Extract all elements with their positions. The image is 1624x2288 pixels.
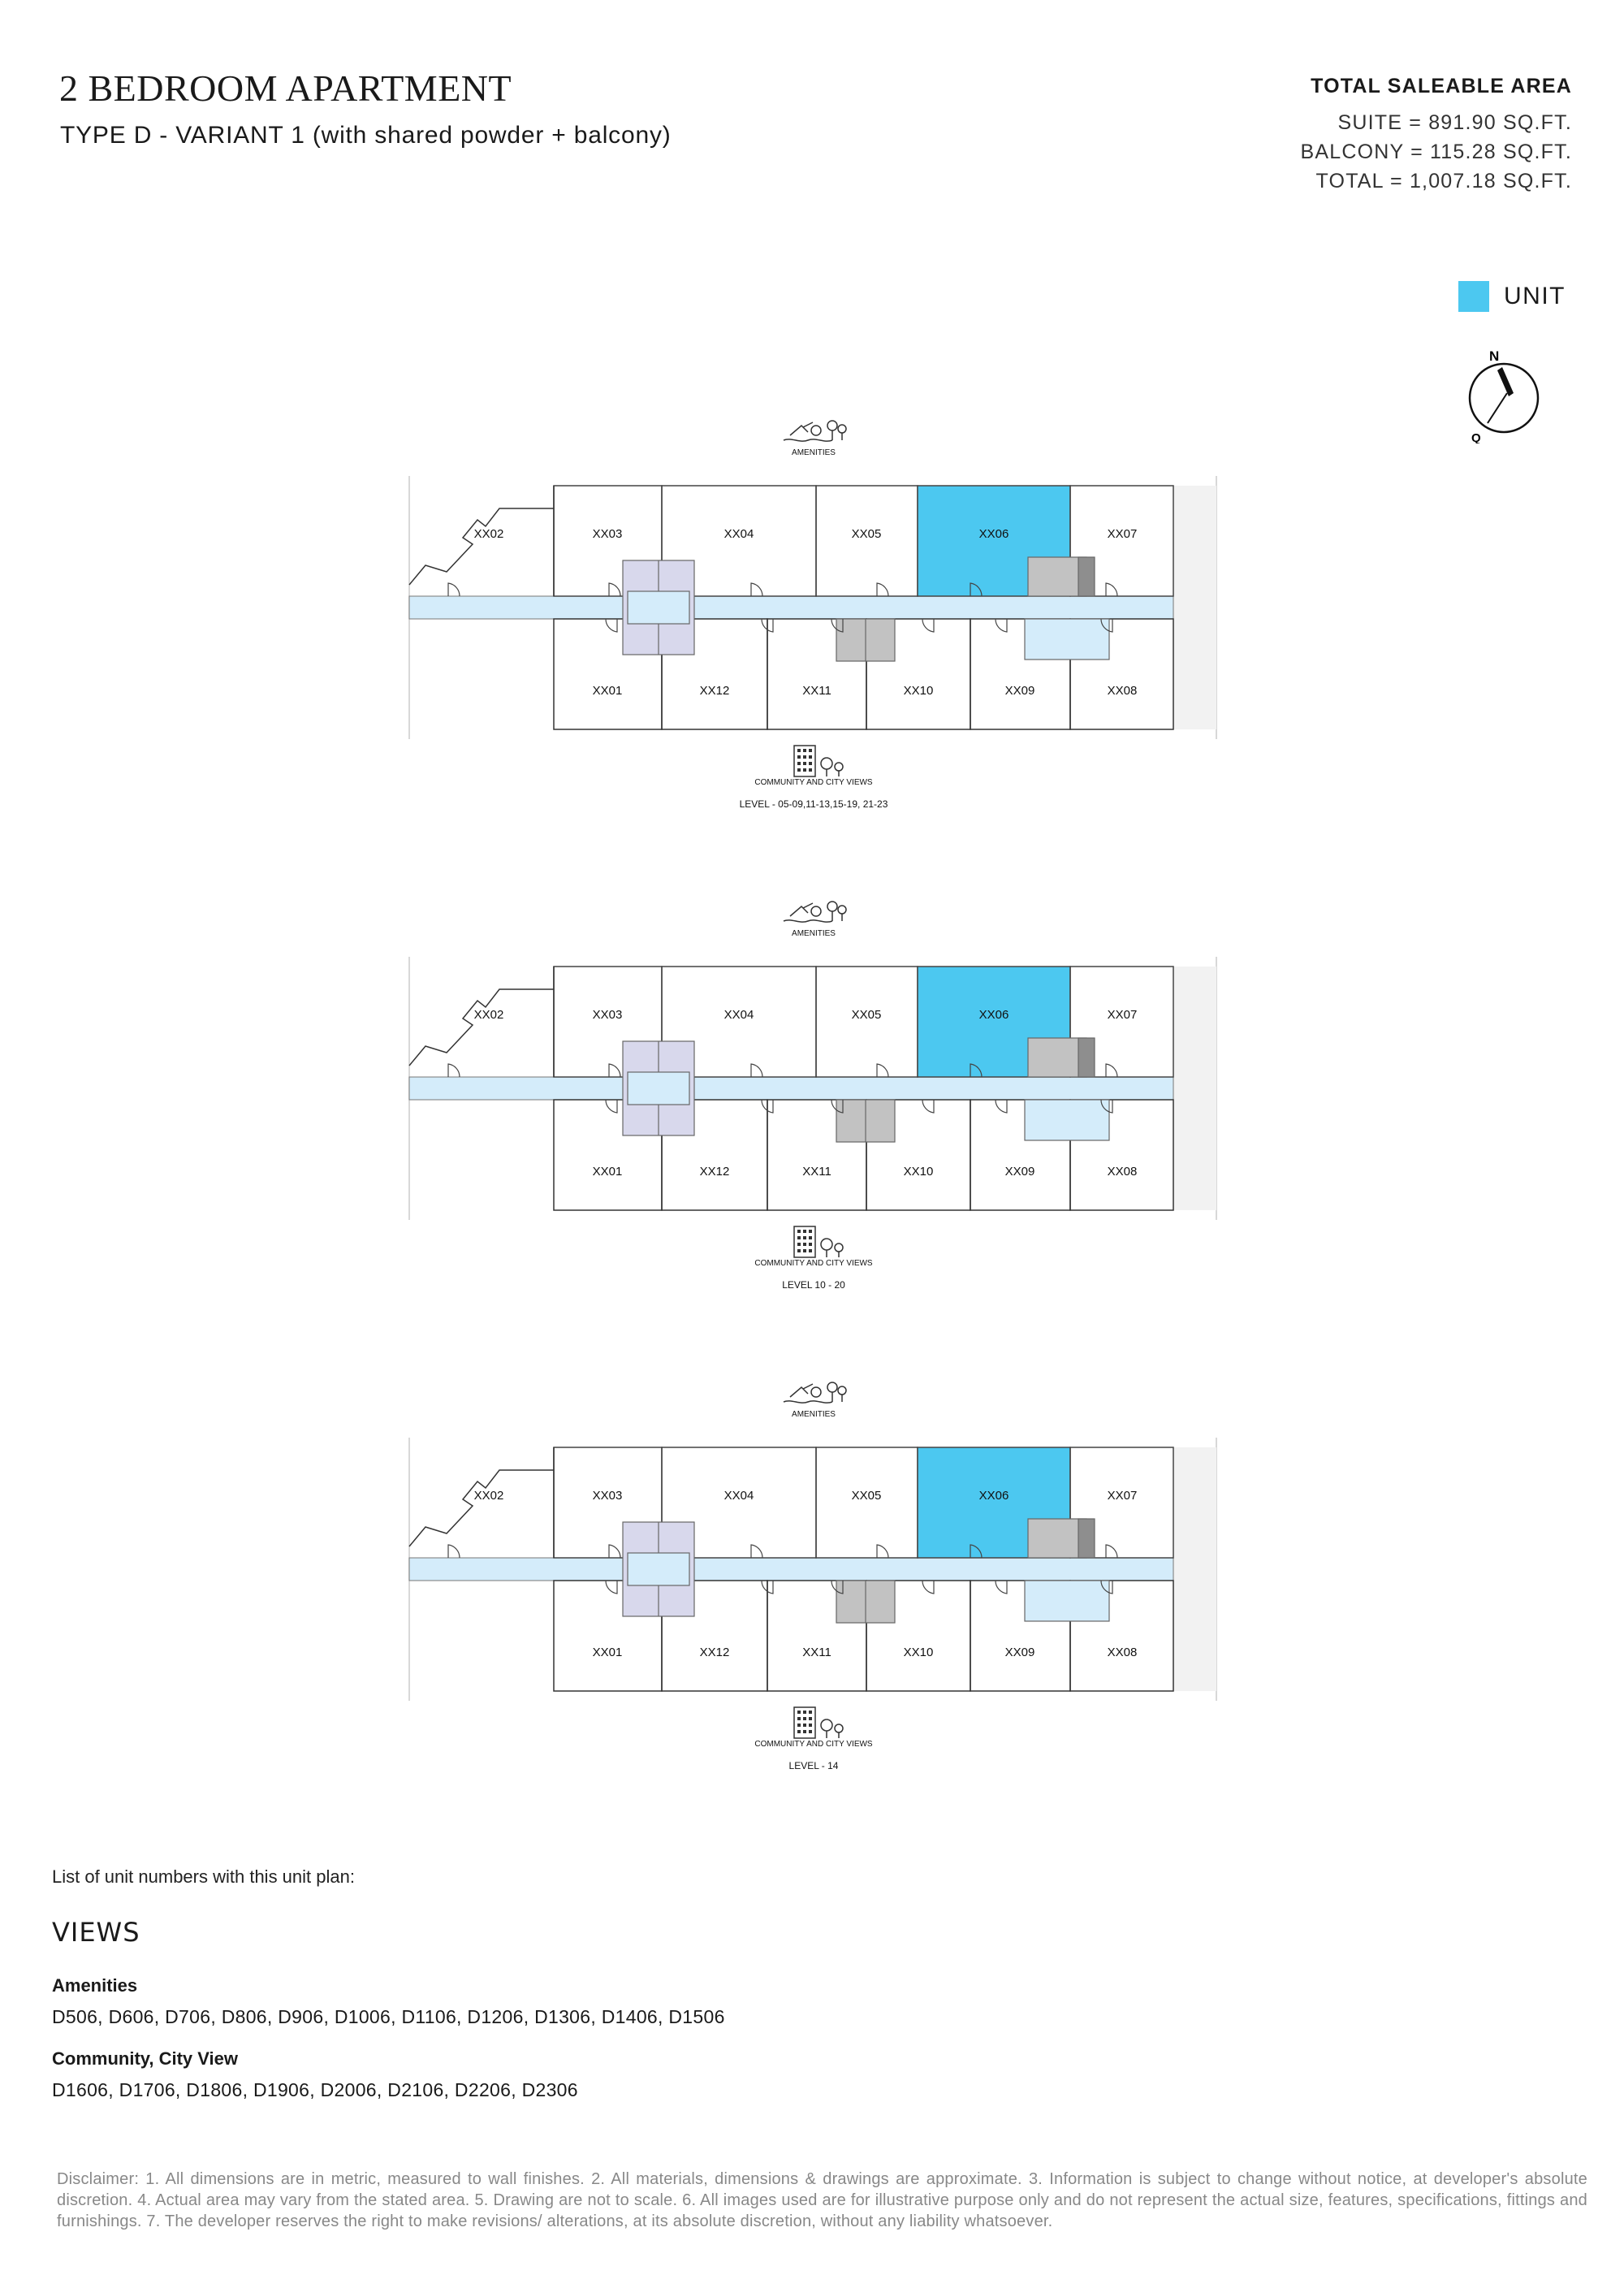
unit-label: XX08 [1107, 1646, 1138, 1659]
service-room [1028, 1038, 1086, 1077]
service-room-dark [1078, 1038, 1095, 1077]
corridor [409, 596, 1173, 619]
door-swing [606, 619, 617, 632]
unit-label: XX11 [802, 1646, 831, 1659]
unit-outline [816, 967, 918, 1077]
unit-label: XX06 [978, 527, 1009, 541]
door-swing [609, 1064, 620, 1077]
door-swing [751, 583, 762, 596]
amenities-icon [784, 421, 846, 441]
unit-label: XX09 [1004, 1165, 1035, 1179]
unit-outline [816, 1447, 918, 1558]
compass-north-label: N [1489, 348, 1500, 364]
shared-powder-room [1025, 1100, 1109, 1140]
page-title: 2 BEDROOM APARTMENT [59, 67, 512, 109]
door-swing [448, 1545, 460, 1558]
unit-label: XX03 [592, 1008, 623, 1022]
view-group-units: D1606, D1706, D1806, D1906, D2006, D2106, D2206, D2306 [52, 2079, 578, 2100]
unit-label: XX02 [473, 1008, 504, 1022]
door-swing [751, 1545, 762, 1558]
unit-label: XX12 [699, 684, 730, 698]
unit-label: XX01 [592, 684, 623, 698]
amenities-label: AMENITIES [792, 1410, 836, 1419]
unit-label: XX06 [978, 1489, 1009, 1503]
saleable-area-summary [1301, 75, 1572, 196]
unit-legend-swatch [1458, 281, 1489, 312]
door-swing [1106, 1545, 1117, 1558]
floor-plan-svg [398, 1368, 1226, 1774]
unit-label: XX04 [723, 527, 754, 541]
floor-plan-svg [398, 887, 1226, 1293]
compass-icon [1462, 346, 1551, 443]
community-label: COMMUNITY AND CITY VIEWS [754, 1259, 873, 1268]
compass-q-label: Q [1471, 431, 1481, 443]
community-label: COMMUNITY AND CITY VIEWS [754, 1740, 873, 1749]
unit-outline [409, 967, 554, 1077]
service-room [1028, 557, 1086, 596]
service-room-dark [1078, 557, 1095, 596]
amenities-icon [784, 1382, 846, 1403]
unit-label: XX01 [592, 1165, 623, 1179]
unit-label: XX03 [592, 1489, 623, 1503]
door-swing [1106, 1064, 1117, 1077]
community-icon [794, 746, 843, 776]
unit-outline [409, 1447, 554, 1558]
unit-label: XX01 [592, 1646, 623, 1659]
door-swing [448, 583, 460, 596]
door-swing [996, 1100, 1007, 1113]
door-swing [609, 1545, 620, 1558]
door-swing [996, 619, 1007, 632]
door-swing [606, 1100, 617, 1113]
door-swing [448, 1064, 460, 1077]
view-group-units: D506, D606, D706, D806, D906, D1006, D1106, D1206, D1306, D1406, D1506 [52, 2006, 725, 2027]
elevator-lobby [628, 1553, 689, 1585]
unit-label: XX07 [1107, 1489, 1138, 1503]
door-swing [1106, 583, 1117, 596]
total-area: TOTAL = 1,007.18 SQ.FT. [1315, 170, 1572, 192]
shared-powder-room [1025, 1581, 1109, 1621]
level-label: LEVEL - 14 [788, 1760, 839, 1771]
unit-label: XX03 [592, 527, 623, 541]
amenities-label: AMENITIES [792, 929, 836, 938]
unit-label: XX08 [1107, 1165, 1138, 1179]
unit-label: XX10 [903, 1646, 934, 1659]
unit-outline [409, 486, 554, 596]
floor-plan [398, 1368, 1226, 1771]
stair-core [1173, 967, 1216, 1210]
amenities-label: AMENITIES [792, 448, 836, 457]
door-swing [996, 1581, 1007, 1594]
view-group-name: Community, City View [52, 2048, 239, 2069]
unit-label: XX04 [723, 1489, 754, 1503]
view-group-name: Amenities [52, 1975, 138, 1996]
community-label: COMMUNITY AND CITY VIEWS [754, 778, 873, 787]
units-list-intro: List of unit numbers with this unit plan: [52, 1866, 355, 1887]
unit-label: XX05 [851, 1008, 882, 1022]
floor-plan [398, 406, 1226, 810]
unit-label: XX11 [802, 1165, 831, 1179]
elevator-lobby [628, 1072, 689, 1105]
unit-label: XX10 [903, 684, 934, 698]
unit-legend-label: UNIT [1504, 283, 1566, 309]
elevator-lobby [628, 591, 689, 624]
unit-outline [816, 486, 918, 596]
area-heading: TOTAL SALEABLE AREA [1311, 75, 1572, 97]
page-subtitle: TYPE D - VARIANT 1 (with shared powder + balcony) [60, 122, 672, 149]
unit-label: XX02 [473, 1489, 504, 1503]
door-swing [751, 1064, 762, 1077]
service-room-dark [1078, 1519, 1095, 1558]
door-swing [877, 1545, 888, 1558]
service-room [1028, 1519, 1086, 1558]
balcony-area: BALCONY = 115.28 SQ.FT. [1300, 141, 1572, 163]
compass [1462, 346, 1551, 448]
door-swing [877, 583, 888, 596]
stair-core [1173, 486, 1216, 729]
unit-label: XX02 [473, 527, 504, 541]
unit-label: XX11 [802, 684, 831, 698]
door-swing [922, 619, 934, 632]
floor-plan [398, 887, 1226, 1291]
disclaimer: Disclaimer: 1. All dimensions are in metric, measured to wall finishes. 2. All materials, dimensions & drawings are approximate. 3. Information is subject to change without notice, at developer's absolute discretion. 4. Actual area may vary from the stated area. 5. Drawing are not to scale. 6. All images used are for illustrative purpose only and do not represent the actual size, features, specifications, fittings and furnishings. 7. The developer reserves the right to make revisions/ alterations, at its absolute discretion, without any liability whatsoever. [57, 2170, 1587, 2230]
corridor [409, 1077, 1173, 1100]
unit-label: XX05 [851, 1489, 882, 1503]
unit-label: XX07 [1107, 1008, 1138, 1022]
shared-powder-room [1025, 619, 1109, 660]
door-swing [922, 1100, 934, 1113]
unit-label: XX10 [903, 1165, 934, 1179]
unit-label: XX12 [699, 1646, 730, 1659]
floor-plan-svg [398, 406, 1226, 812]
door-swing [922, 1581, 934, 1594]
unit-label: XX09 [1004, 1646, 1035, 1659]
unit-label: XX06 [978, 1008, 1009, 1022]
amenities-icon [784, 902, 846, 922]
door-swing [877, 1064, 888, 1077]
door-swing [606, 1581, 617, 1594]
community-icon [794, 1707, 843, 1738]
suite-area: SUITE = 891.90 SQ.FT. [1337, 111, 1572, 134]
unit-label: XX04 [723, 1008, 754, 1022]
level-label: LEVEL 10 - 20 [782, 1279, 845, 1291]
unit-label: XX12 [699, 1165, 730, 1179]
unit-label: XX08 [1107, 684, 1138, 698]
views-heading: VIEWS [52, 1917, 140, 1948]
unit-label: XX09 [1004, 684, 1035, 698]
community-icon [794, 1226, 843, 1257]
stair-core [1173, 1447, 1216, 1691]
door-swing [609, 583, 620, 596]
corridor [409, 1558, 1173, 1581]
level-label: LEVEL - 05-09,11-13,15-19, 21-23 [739, 798, 888, 810]
unit-legend [1458, 281, 1566, 312]
unit-label: XX07 [1107, 527, 1138, 541]
unit-label: XX05 [851, 527, 882, 541]
